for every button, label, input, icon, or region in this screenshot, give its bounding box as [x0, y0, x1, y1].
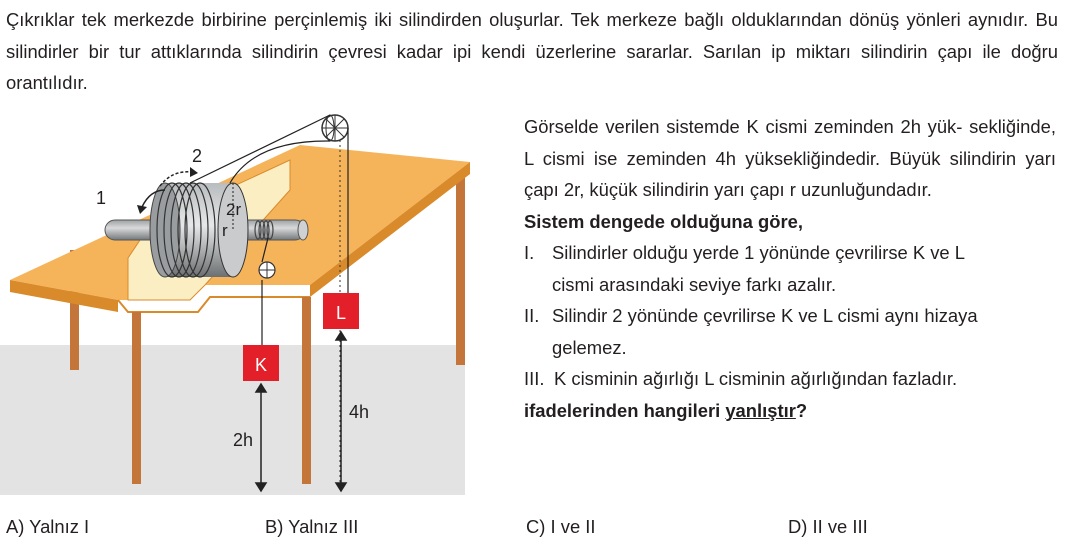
label-2r: 2r — [226, 200, 242, 219]
statement-2 — [524, 300, 1056, 363]
statement-3 — [524, 363, 1056, 395]
statement-3-line-1: K cisminin ağırlığı L cisminin ağırlığından fazladır. — [554, 368, 958, 389]
intro-line-2: yönleri aynıdır. Bu silindirler bir tur attıklarında silindirin çevresi kadar ipi kendi üzerlerine sararlar. Sarılan ip — [6, 9, 1058, 62]
label-direction-2: 2 — [192, 146, 203, 166]
axle-end — [298, 220, 308, 240]
choice-b-text: Yalnız III — [288, 516, 359, 537]
description-line-4: uzunluğundadır. — [801, 179, 932, 200]
label-2h: 2h — [233, 430, 254, 450]
windlass-figure — [0, 100, 520, 500]
choice-c-text: I ve II — [550, 516, 596, 537]
table-leg-front-right — [302, 297, 311, 484]
question-block — [524, 111, 1056, 426]
choice-a-letter: A) — [6, 516, 25, 537]
ask-underlined: yanlıştır — [725, 399, 796, 421]
label-direction-1: 1 — [96, 188, 107, 208]
intro-line-3: miktarı silindirin çapı ile doğru orantılıdır. — [6, 40, 1059, 93]
ask-prefix: ifadelerinden hangileri — [524, 399, 726, 421]
mass-l-label: L — [335, 303, 347, 323]
choice-a[interactable] — [6, 516, 89, 538]
statement-1 — [524, 237, 1056, 300]
choice-d[interactable] — [788, 516, 868, 538]
statement-1-number: I. — [524, 242, 535, 263]
ask-suffix: ? — [795, 399, 808, 421]
choice-d-letter: D) — [788, 516, 808, 537]
statement-3-number: III. — [524, 368, 545, 389]
direction-arrow-1-head — [137, 205, 147, 214]
choice-c-letter: C) — [526, 516, 546, 537]
description-line-2: sekliğinde, L cismi ise zeminden 4h yüksekliğindedir. — [524, 116, 1056, 169]
statement-1-line-1: Silindirler olduğu yerde 1 yönünde çevrilirse K ve L — [552, 242, 965, 263]
choice-a-text: Yalnız I — [29, 516, 90, 537]
table-leg-front-left — [132, 312, 141, 484]
description-line-1: Görselde verilen sistemde K cismi zeminden 2h yük- — [524, 116, 963, 137]
statement-2-line-1: Silindir 2 yönünde çevrilirse K ve L cismi aynı hizaya — [552, 305, 978, 326]
condition-line: Sistem dengede olduğuna göre, — [524, 210, 803, 232]
intro-paragraph — [6, 4, 1058, 99]
statement-1-line-2: cismi arasındaki seviye farkı azalır. — [552, 273, 837, 295]
statement-2-line-2: gelemez. — [552, 336, 627, 358]
choice-b-letter: B) — [265, 516, 284, 537]
choice-b[interactable] — [265, 516, 358, 538]
choice-d-text: II ve III — [812, 516, 868, 537]
description-line-3: Büyük silindirin yarı çapı 2r, küçük silindirin yarı çapı r — [524, 147, 1056, 200]
intro-line-1: Çıkrıklar tek merkezde birbirine perçinlemiş iki silindirden oluşurlar. Tek merkeze bağlı olduklarından dönüş — [6, 9, 900, 30]
mass-k-label: K — [254, 355, 268, 375]
question-ask — [524, 395, 1056, 427]
direction-arrow-2-head — [190, 167, 198, 177]
label-4h: 4h — [349, 402, 370, 422]
question-description — [524, 111, 1056, 206]
choice-c[interactable] — [526, 516, 596, 538]
label-r: r — [222, 221, 228, 240]
answer-choices — [0, 516, 1066, 546]
statement-2-number: II. — [524, 305, 540, 326]
table-leg-back-right — [456, 175, 465, 365]
floor — [0, 345, 465, 495]
